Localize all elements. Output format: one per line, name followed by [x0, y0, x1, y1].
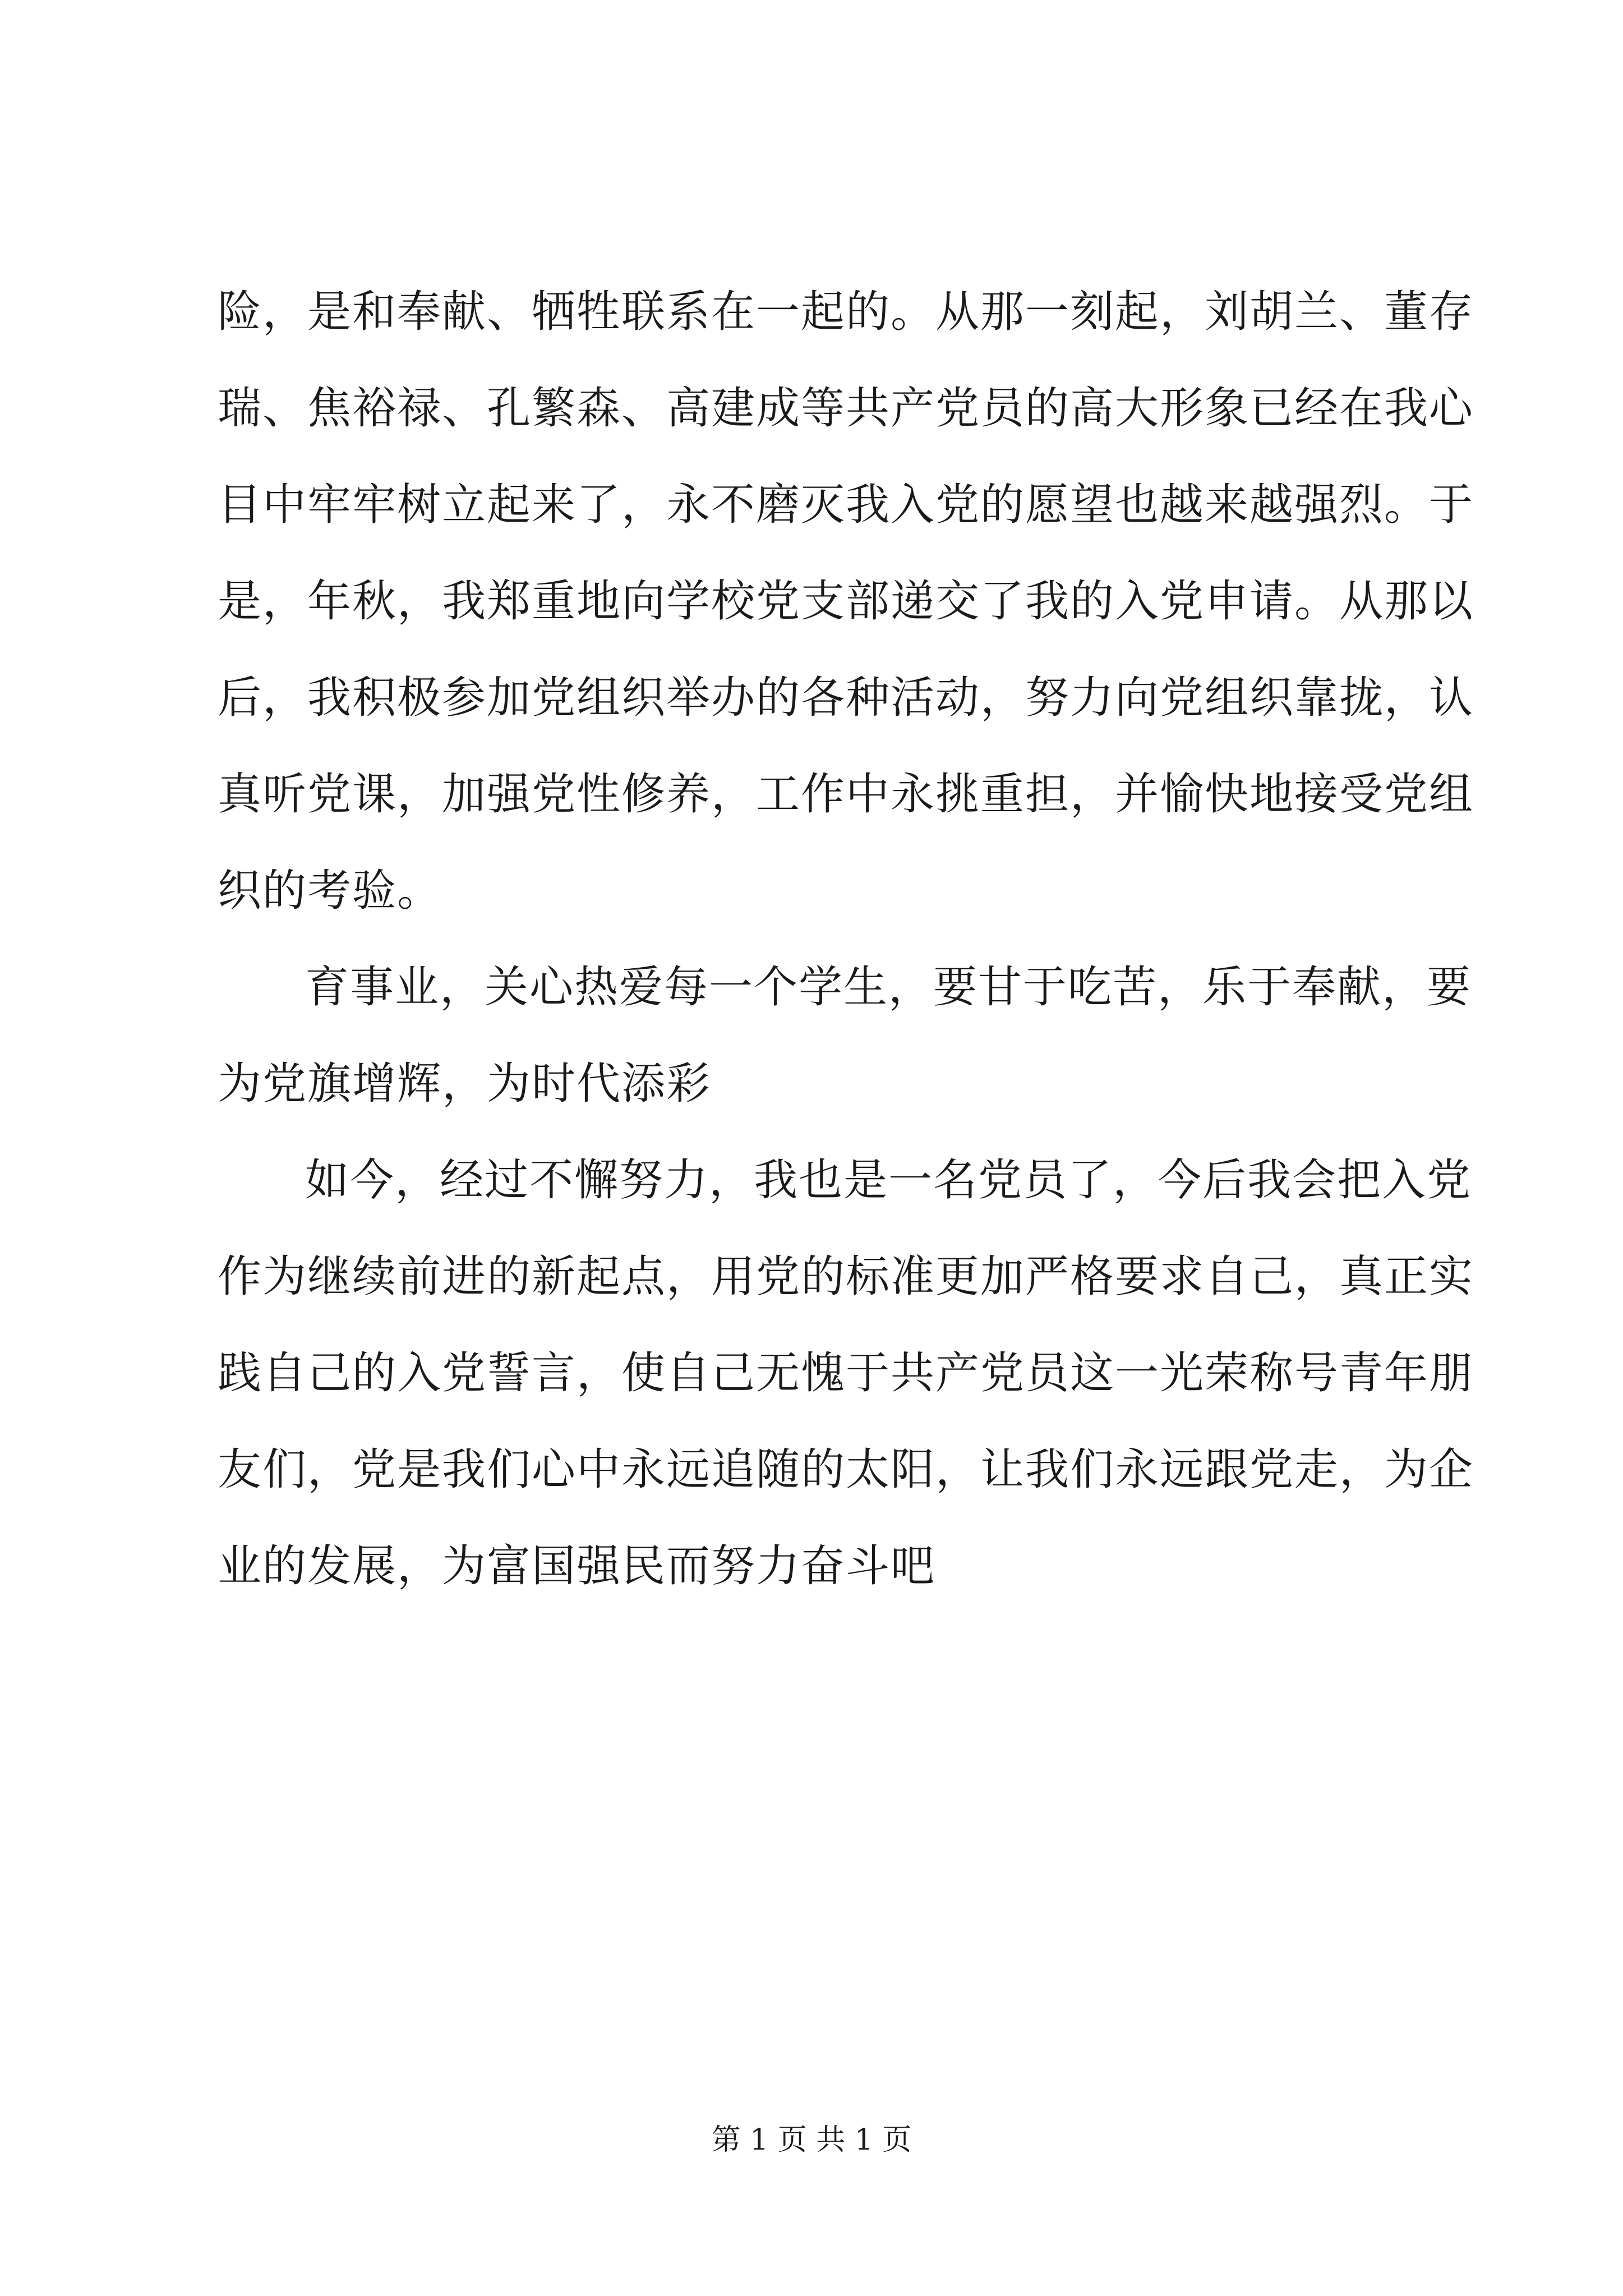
text-line: 践自己的入党誓言，使自己无愧于共产党员这一光荣称号青年朋	[218, 1348, 1474, 1398]
text-line: 是，年秋，我郑重地向学校党支部递交了我的入党申请。从那以	[218, 576, 1474, 627]
text-line: 为党旗增辉，为时代添彩	[218, 1059, 712, 1109]
text-line: 真听党课，加强党性修养，工作中永挑重担，并愉快地接受党组	[218, 769, 1474, 820]
text-line: 业的发展，为富国强民而努力奋斗吧	[218, 1541, 936, 1591]
text-line: 如今，经过不懈努力，我也是一名党员了，今后我会把入党	[305, 1155, 1472, 1205]
text-line: 育事业，关心热爱每一个学生，要甘于吃苦，乐于奉献，要	[305, 962, 1472, 1013]
text-line: 后，我积极参加党组织举办的各种活动，努力向党组织靠拢，认	[218, 673, 1474, 723]
body-text	[218, 264, 1474, 1614]
text-line: 作为继续前进的新起点，用党的标准更加严格要求自己，真正实	[218, 1251, 1474, 1302]
text-line: 目中牢牢树立起来了，永不磨灭我入党的愿望也越来越强烈。于	[218, 480, 1474, 530]
text-line: 友们，党是我们心中永远追随的太阳，让我们永远跟党走，为企	[218, 1444, 1474, 1495]
text-line: 织的考验。	[218, 866, 442, 916]
page-number-footer: 第 1 页 共 1 页	[711, 2123, 912, 2157]
text-line: 险，是和奉献、牺牲联系在一起的。从那一刻起，刘胡兰、董存	[218, 287, 1474, 337]
text-line: 瑞、焦裕禄、孔繁森、高建成等共产党员的高大形象已经在我心	[218, 383, 1474, 434]
